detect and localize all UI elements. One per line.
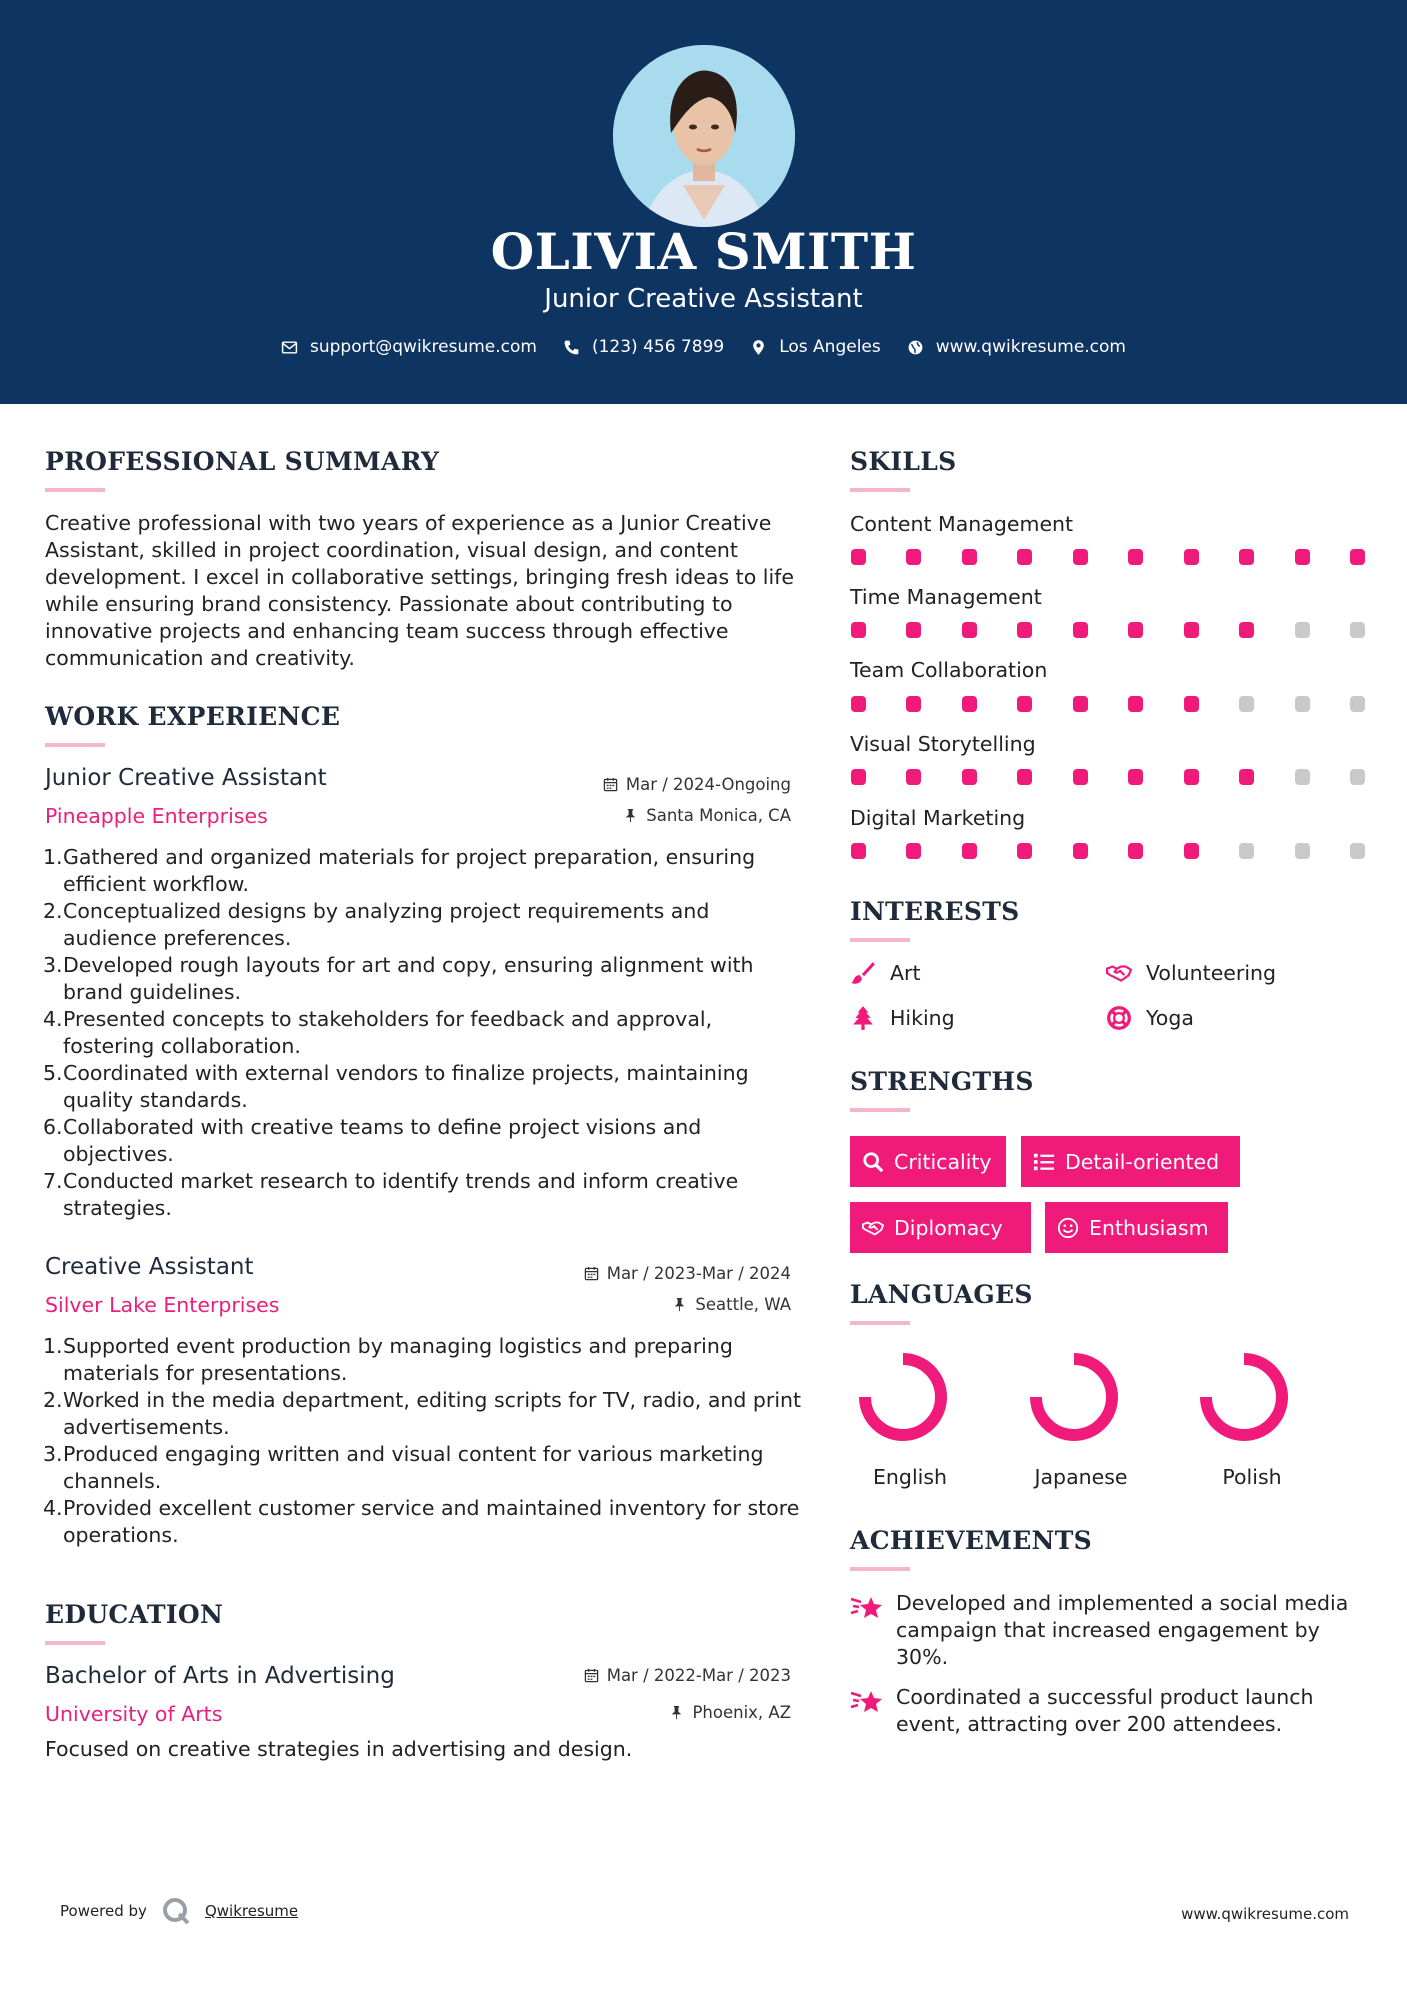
skill-dot-filled (1184, 769, 1199, 785)
list-item: 2. Worked in the media department, editing scripts for TV, radio, and print advertisements. (43, 1388, 802, 1439)
list-item: 6. Collaborated with creative teams to define project visions and objectives. (43, 1115, 702, 1166)
section-underline (45, 1641, 105, 1645)
search-icon (862, 1151, 884, 1173)
list-item: 2. Conceptualized designs by analyzing project requirements and audience preferences. (43, 899, 710, 950)
job-location-text: Seattle, WA (695, 1295, 791, 1314)
skill-dot-filled (1128, 696, 1143, 712)
language-level-arc (1036, 1359, 1112, 1435)
brand-link[interactable]: Qwikresume (204, 1902, 299, 1920)
skill-dot-empty (1350, 843, 1365, 859)
list-item: 7. Conducted market research to identify trends and inform creative strategies. (43, 1169, 739, 1220)
section-underline (850, 938, 910, 942)
interest-item (850, 1005, 955, 1031)
skill-rating (851, 843, 1365, 859)
skill-dot-filled (1073, 549, 1088, 565)
strength-label: Diplomacy (894, 1215, 1003, 1240)
summary-text: Creative professional with two years of experience as a Junior Creative Assistant, skilled in project coordination, visual design, and content development. I excel in collaborative settings, bringing fresh ideas to life while ensuring brand consistency. Passionate about contributing to innovative projects and enhancing team success through effective communication and creativity. (45, 511, 794, 670)
job-dates (584, 1264, 791, 1283)
list-item: 4. Provided excellent customer service and maintained inventory for store operations. (43, 1496, 800, 1547)
degree-title: Bachelor of Arts in Advertising (45, 1663, 395, 1689)
skill-dot-filled (1128, 622, 1143, 638)
skills-heading: SKILLS (850, 447, 957, 476)
lifebuoy-icon (1106, 1005, 1132, 1031)
skill-dot-empty (1295, 769, 1310, 785)
skill-dot-empty (1239, 696, 1254, 712)
footer-powered-by (60, 1896, 298, 1926)
achievements-heading: ACHIEVEMENTS (850, 1526, 1092, 1555)
skill-dot-filled (962, 843, 977, 859)
skill-rating (851, 769, 1365, 785)
contact-email[interactable] (281, 337, 537, 357)
skill-dot-empty (1239, 843, 1254, 859)
section-underline (45, 488, 105, 492)
job-bullets (45, 844, 805, 1222)
skill-dot-filled (1128, 549, 1143, 565)
interest-label: Volunteering (1146, 961, 1277, 985)
job-location (623, 806, 791, 825)
contact-location (750, 337, 881, 357)
languages-heading: LANGUAGES (850, 1280, 1033, 1309)
language-level-ring (857, 1351, 949, 1443)
education-location-text: Phoenix, AZ (692, 1703, 791, 1722)
summary-heading: PROFESSIONAL SUMMARY (45, 447, 440, 476)
strength-tag (1021, 1136, 1240, 1187)
pushpin-icon (669, 1705, 684, 1720)
section-underline (850, 1321, 910, 1325)
skill-dot-filled (851, 843, 866, 859)
phone-icon (563, 339, 580, 356)
job-dates (603, 775, 791, 794)
interest-label: Yoga (1146, 1006, 1194, 1030)
section-underline (45, 743, 105, 747)
job-title: Junior Creative Assistant (45, 765, 327, 791)
job-dates-text: Mar / 2023-Mar / 2024 (606, 1264, 791, 1283)
skill-dot-filled (1239, 769, 1254, 785)
job-dates-text: Mar / 2024-Ongoing (625, 775, 791, 794)
skill-name: Team Collaboration (850, 658, 1048, 682)
skill-dot-empty (1350, 696, 1365, 712)
section-underline (850, 1567, 910, 1571)
skill-dot-filled (851, 622, 866, 638)
skill-dot-filled (851, 769, 866, 785)
interest-item (1106, 1005, 1194, 1031)
candidate-name: OLIVIA SMITH (490, 222, 917, 281)
section-underline (850, 488, 910, 492)
skill-dot-empty (1295, 622, 1310, 638)
skill-dot-filled (1184, 696, 1199, 712)
skill-dot-filled (1017, 549, 1032, 565)
skill-dot-filled (962, 696, 977, 712)
skill-dot-empty (1295, 696, 1310, 712)
strength-tag (850, 1136, 1006, 1187)
calendar-icon (584, 1668, 599, 1683)
language-level-arc (865, 1359, 941, 1435)
skill-dot-empty (1350, 769, 1365, 785)
contact-website[interactable] (907, 337, 1126, 357)
list-item: 4. Presented concepts to stakeholders for feedback and approval, fostering collaboration. (43, 1007, 713, 1058)
resume-header (0, 0, 1407, 404)
skill-name: Content Management (850, 512, 1074, 536)
pushpin-icon (672, 1297, 687, 1312)
company-name: Pineapple Enterprises (45, 804, 268, 828)
company-name: Silver Lake Enterprises (45, 1293, 280, 1317)
calendar-icon (603, 777, 618, 792)
skill-dot-filled (1184, 622, 1199, 638)
section-underline (850, 1108, 910, 1112)
language-level-ring (1028, 1351, 1120, 1443)
interest-item (1106, 960, 1276, 986)
paintbrush-icon (850, 960, 876, 986)
location-text: Los Angeles (779, 337, 881, 357)
strength-tag (1045, 1202, 1228, 1253)
list-item: 3. Produced engaging written and visual content for various marketing channels. (43, 1442, 764, 1493)
shooting-star-icon (850, 1687, 884, 1715)
skill-rating (851, 622, 1365, 638)
skill-dot-empty (1350, 622, 1365, 638)
skill-dot-filled (1017, 769, 1032, 785)
achievement-item (850, 1684, 1370, 1740)
achievement-text: Coordinated a successful product launch event, attracting over 200 attendees. (896, 1685, 1314, 1736)
contact-phone[interactable] (563, 337, 724, 357)
skill-dot-filled (1017, 622, 1032, 638)
candidate-title: Junior Creative Assistant (544, 284, 863, 314)
handshake-icon (862, 1217, 884, 1239)
avatar-illustration (613, 45, 795, 227)
interest-label: Hiking (890, 1006, 955, 1030)
skill-rating (851, 549, 1365, 565)
skill-name: Digital Marketing (850, 806, 1026, 830)
list-item: 3. Developed rough layouts for art and copy, ensuring alignment with brand guidelines. (43, 953, 754, 1004)
interest-item (850, 960, 921, 986)
language-name: English (872, 1465, 948, 1489)
skill-dot-filled (906, 843, 921, 859)
skill-name: Time Management (850, 585, 1042, 609)
skill-dot-filled (1073, 843, 1088, 859)
skill-dot-filled (1073, 622, 1088, 638)
skill-dot-filled (1295, 549, 1310, 565)
skill-dot-filled (962, 622, 977, 638)
education-heading: EDUCATION (45, 1600, 224, 1629)
strength-tag (850, 1202, 1031, 1253)
skill-dot-filled (1073, 696, 1088, 712)
list-item: 1. Gathered and organized materials for project preparation, ensuring efficient workflow. (43, 845, 756, 896)
interest-label: Art (890, 961, 921, 985)
envelope-icon (281, 339, 298, 356)
skill-dot-filled (1239, 622, 1254, 638)
skill-dot-filled (906, 622, 921, 638)
strengths-heading: STRENGTHS (850, 1067, 1034, 1096)
shooting-star-icon (850, 1593, 884, 1621)
achievement-text: Developed and implemented a social media campaign that increased engagement by 30%. (896, 1591, 1349, 1669)
skill-rating (851, 696, 1365, 712)
website-text: www.qwikresume.com (935, 337, 1126, 357)
language-name: Polish (1222, 1465, 1282, 1489)
skill-dot-filled (1184, 549, 1199, 565)
phone-text: (123) 456 7899 (591, 337, 725, 357)
achievement-item (850, 1590, 1370, 1675)
contact-bar (0, 337, 1407, 357)
email-text: support@qwikresume.com (310, 337, 537, 357)
powered-by-text: Powered by (60, 1902, 147, 1920)
skill-dot-filled (906, 696, 921, 712)
experience-heading: WORK EXPERIENCE (45, 702, 341, 731)
school-name: University of Arts (45, 1702, 223, 1726)
skill-dot-filled (1184, 843, 1199, 859)
skill-dot-empty (1295, 843, 1310, 859)
job-location-text: Santa Monica, CA (646, 806, 791, 825)
education-dates (584, 1666, 791, 1685)
strength-label: Detail-oriented (1065, 1149, 1220, 1174)
pushpin-icon (623, 808, 638, 823)
skill-dot-filled (1017, 843, 1032, 859)
job-bullets (45, 1333, 805, 1549)
job-location (672, 1295, 791, 1314)
education-location (669, 1703, 791, 1722)
strength-label: Enthusiasm (1089, 1215, 1209, 1240)
interests-heading: INTERESTS (850, 897, 1020, 926)
education-description: Focused on creative strategies in advertising and design. (45, 1737, 633, 1761)
education-dates-text: Mar / 2022-Mar / 2023 (606, 1666, 791, 1685)
list-item: 5. Coordinated with external vendors to finalize projects, maintaining quality standards. (43, 1061, 749, 1112)
skill-dot-filled (962, 549, 977, 565)
profile-photo (613, 45, 795, 227)
skill-dot-filled (906, 769, 921, 785)
skill-dot-filled (906, 549, 921, 565)
list-icon (1033, 1151, 1055, 1173)
handshake-icon (1106, 960, 1132, 986)
tree-icon (850, 1005, 876, 1031)
globe-icon (907, 339, 924, 356)
strength-label: Criticality (894, 1149, 992, 1174)
footer-website[interactable]: www.qwikresume.com (1181, 1905, 1349, 1923)
skill-dot-filled (1350, 549, 1365, 565)
skill-dot-filled (1128, 843, 1143, 859)
map-pin-icon (750, 339, 767, 356)
skill-dot-filled (1239, 549, 1254, 565)
skill-dot-filled (1128, 769, 1143, 785)
skill-dot-filled (851, 549, 866, 565)
skill-dot-filled (962, 769, 977, 785)
list-item: 1. Supported event production by managing logistics and preparing materials for presentations. (43, 1334, 733, 1385)
skill-dot-filled (1017, 696, 1032, 712)
qwikresume-logo-icon (161, 1896, 191, 1926)
language-level-arc (1206, 1359, 1282, 1435)
job-title: Creative Assistant (45, 1254, 254, 1280)
smile-icon (1057, 1217, 1079, 1239)
language-name: Japanese (1034, 1465, 1128, 1489)
skill-name: Visual Storytelling (850, 732, 1036, 756)
calendar-icon (584, 1266, 599, 1281)
language-level-ring (1198, 1351, 1290, 1443)
skill-dot-filled (851, 696, 866, 712)
skill-dot-filled (1073, 769, 1088, 785)
